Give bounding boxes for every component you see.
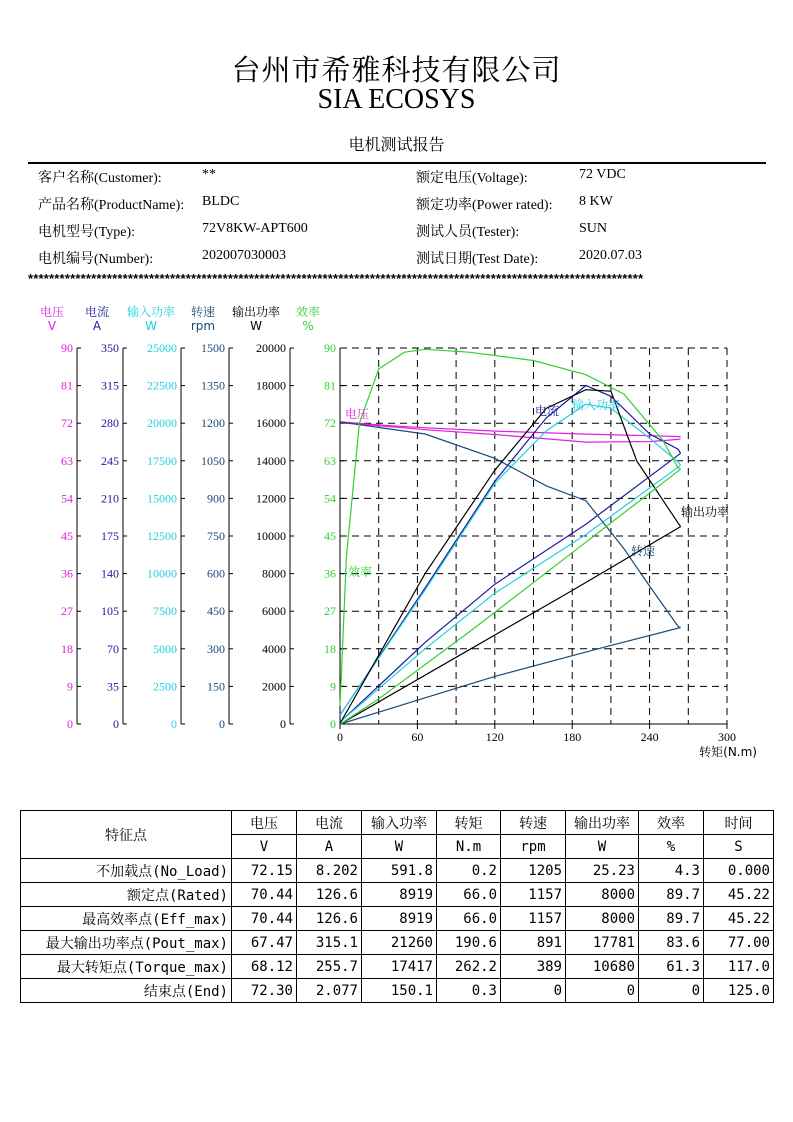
y-tick-label: 0 — [330, 717, 336, 731]
y-tick-label: 1500 — [201, 341, 225, 355]
y-tick-label: 25000 — [147, 341, 177, 355]
table-cell: 0 — [566, 979, 639, 1003]
y-tick-label: 9 — [67, 679, 73, 694]
curve-label: 输出功率 — [681, 505, 730, 519]
series-line — [340, 469, 680, 724]
separator-line: ********************************************************************************************************************* — [28, 271, 644, 286]
y-tick-label: 90 — [61, 341, 73, 355]
y-tick-label: 900 — [207, 491, 225, 506]
table-header-cell: 输入功率 — [362, 811, 437, 835]
y-tick-label: 9 — [330, 679, 336, 694]
y-tick-label: 4000 — [262, 641, 286, 656]
y-tick-label: 18 — [61, 641, 73, 656]
table-cell: 45.22 — [704, 883, 774, 907]
y-tick-label: 750 — [207, 529, 225, 543]
date-label: 测试日期(Test Date): — [416, 252, 539, 267]
date-value: 2020.07.03 — [579, 248, 642, 263]
table-unit-cell: V — [232, 835, 297, 859]
voltage-value: 72 VDC — [579, 167, 626, 182]
table-cell: 66.0 — [437, 883, 501, 907]
axis-title: 输入功率 — [126, 305, 176, 319]
table-cell: 17417 — [362, 955, 437, 979]
table-cell: 126.6 — [297, 883, 362, 907]
table-unit-cell: rpm — [501, 835, 566, 859]
y-tick-label: 150 — [207, 679, 225, 694]
table-cell: 891 — [501, 931, 566, 955]
y-tick-label: 600 — [207, 566, 225, 581]
table-header-cell: 转矩 — [437, 811, 501, 835]
motor-performance-chart — [0, 290, 793, 770]
table-cell: 45.22 — [704, 907, 774, 931]
table-row — [21, 979, 774, 1003]
tester-value: SUN — [579, 221, 608, 236]
table-cell: 591.8 — [362, 859, 437, 883]
curve-label: 输入功率 — [572, 398, 621, 412]
table-row — [21, 955, 774, 979]
y-tick-label: 22500 — [147, 378, 177, 393]
y-tick-label: 70 — [107, 641, 119, 656]
x-tick-label: 300 — [718, 730, 736, 744]
table-cell: 0.3 — [437, 979, 501, 1003]
table-row — [21, 859, 774, 883]
axis-title: 效率 — [295, 305, 321, 319]
table-cell: 2.077 — [297, 979, 362, 1003]
product-value: BLDC — [202, 194, 240, 209]
axis-unit: rpm — [190, 319, 216, 333]
table-cell: 25.23 — [566, 859, 639, 883]
y-tick-label: 0 — [280, 717, 286, 731]
y-tick-label: 90 — [324, 341, 336, 355]
table-cell: 8919 — [362, 883, 437, 907]
table-header-cell: 时间 — [704, 811, 774, 835]
y-tick-label: 45 — [324, 529, 336, 543]
axis-unit: % — [302, 319, 314, 333]
y-tick-label: 105 — [101, 604, 119, 619]
table-cell: 1157 — [501, 907, 566, 931]
axis-unit: W — [250, 319, 262, 333]
table-row — [21, 907, 774, 931]
y-tick-label: 2500 — [153, 679, 177, 694]
y-tick-label: 7500 — [153, 604, 177, 619]
series-line — [340, 628, 680, 725]
y-tick-label: 54 — [324, 491, 336, 506]
table-cell: 21260 — [362, 931, 437, 955]
table-cell: 8000 — [566, 907, 639, 931]
y-tick-label: 63 — [61, 453, 73, 468]
table-cell: 61.3 — [639, 955, 704, 979]
tester-label: 测试人员(Tester): — [416, 225, 520, 240]
table-header-row — [21, 811, 774, 835]
y-tick-label: 18000 — [256, 378, 286, 393]
table-unit-cell: W — [362, 835, 437, 859]
table-row-label: 最高效率点(Eff_max) — [21, 907, 232, 931]
table-header-cell: 效率 — [639, 811, 704, 835]
series-line — [340, 349, 681, 706]
y-tick-label: 5000 — [153, 641, 177, 656]
table-cell: 8000 — [566, 883, 639, 907]
y-tick-label: 1200 — [201, 416, 225, 431]
table-header-cell: 特征点 — [21, 811, 232, 859]
table-header-cell: 电压 — [232, 811, 297, 835]
y-tick-label: 1350 — [201, 378, 225, 393]
table-cell: 4.3 — [639, 859, 704, 883]
header-divider — [28, 162, 766, 164]
company-name-en: SIA ECOSYS — [317, 84, 476, 115]
x-tick-label: 120 — [485, 730, 504, 744]
table-row-label: 结束点(End) — [21, 979, 232, 1003]
table-row-label: 最大转矩点(Torque_max) — [21, 955, 232, 979]
table-cell: 190.6 — [437, 931, 501, 955]
table-unit-cell: S — [704, 835, 774, 859]
table-row-label: 额定点(Rated) — [21, 883, 232, 907]
type-value: 72V8KW-APT600 — [202, 221, 308, 236]
table-cell: 72.30 — [232, 979, 297, 1003]
series-line — [340, 453, 680, 722]
table-cell: 89.7 — [639, 883, 704, 907]
axis-title: 电流 — [84, 305, 110, 319]
y-tick-label: 45 — [61, 529, 73, 543]
y-tick-label: 18 — [324, 641, 336, 656]
axis-title: 转速 — [190, 305, 216, 319]
y-tick-label: 0 — [113, 717, 119, 731]
y-tick-label: 63 — [324, 453, 336, 468]
y-tick-label: 210 — [101, 491, 119, 506]
table-cell: 8.202 — [297, 859, 362, 883]
axis-unit: V — [47, 319, 57, 333]
table-cell: 126.6 — [297, 907, 362, 931]
report-title: 电机测试报告 — [348, 135, 445, 154]
table-header-cell: 电流 — [297, 811, 362, 835]
table-cell: 17781 — [566, 931, 639, 955]
table-row-label: 最大输出功率点(Pout_max) — [21, 931, 232, 955]
curve-label: 效率 — [348, 565, 373, 579]
y-tick-label: 300 — [207, 641, 225, 656]
table-cell: 150.1 — [362, 979, 437, 1003]
x-tick-label: 180 — [563, 730, 582, 744]
table-cell: 66.0 — [437, 907, 501, 931]
y-tick-label: 245 — [101, 453, 119, 468]
table-cell: 125.0 — [704, 979, 774, 1003]
characteristic-points-table — [20, 810, 774, 1003]
y-tick-label: 36 — [61, 566, 73, 581]
y-tick-label: 10000 — [147, 566, 177, 581]
table-cell: 389 — [501, 955, 566, 979]
y-tick-label: 16000 — [256, 416, 286, 431]
customer-value: ** — [202, 167, 216, 182]
power-value: 8 KW — [579, 194, 613, 209]
table-cell: 255.7 — [297, 955, 362, 979]
y-tick-label: 20000 — [147, 416, 177, 431]
table-row — [21, 931, 774, 955]
y-tick-label: 0 — [219, 717, 225, 731]
y-tick-label: 35 — [107, 679, 119, 694]
table-row — [21, 883, 774, 907]
y-tick-label: 81 — [61, 378, 73, 393]
y-tick-label: 8000 — [262, 566, 286, 581]
y-tick-label: 27 — [324, 604, 336, 619]
y-tick-label: 280 — [101, 416, 119, 431]
y-tick-label: 0 — [67, 717, 73, 731]
y-tick-label: 72 — [324, 416, 336, 431]
table-cell: 77.00 — [704, 931, 774, 955]
axis-title: 电压 — [39, 305, 65, 319]
table-cell: 0 — [639, 979, 704, 1003]
y-tick-label: 17500 — [147, 453, 177, 468]
y-tick-label: 36 — [324, 566, 336, 581]
table-unit-cell: % — [639, 835, 704, 859]
x-tick-label: 60 — [411, 730, 424, 744]
power-label: 额定功率(Power rated): — [416, 198, 553, 213]
y-tick-label: 20000 — [256, 341, 286, 355]
table-header-cell: 转速 — [501, 811, 566, 835]
y-tick-label: 12500 — [147, 529, 177, 543]
y-tick-label: 15000 — [147, 491, 177, 506]
table-cell: 8919 — [362, 907, 437, 931]
y-tick-label: 10000 — [256, 529, 286, 543]
table-row-label: 不加载点(No_Load) — [21, 859, 232, 883]
y-tick-label: 315 — [101, 378, 119, 393]
table-cell: 83.6 — [639, 931, 704, 955]
table-cell: 0.000 — [704, 859, 774, 883]
table-cell: 10680 — [566, 955, 639, 979]
table-cell: 0 — [501, 979, 566, 1003]
number-value: 202007030003 — [202, 248, 286, 263]
table-cell: 315.1 — [297, 931, 362, 955]
table-cell: 0.2 — [437, 859, 501, 883]
y-tick-label: 1050 — [201, 453, 225, 468]
table-cell: 70.44 — [232, 907, 297, 931]
table-cell: 68.12 — [232, 955, 297, 979]
table-cell: 117.0 — [704, 955, 774, 979]
table-cell: 89.7 — [639, 907, 704, 931]
y-tick-label: 140 — [101, 566, 119, 581]
axis-unit: A — [92, 319, 102, 333]
series-line — [340, 422, 681, 628]
table-cell: 1157 — [501, 883, 566, 907]
series-line — [340, 527, 680, 724]
table-unit-cell: N.m — [437, 835, 501, 859]
table-cell: 70.44 — [232, 883, 297, 907]
company-name-cn: 台州市希雅科技有限公司 — [231, 53, 562, 87]
table-unit-cell: A — [297, 835, 362, 859]
x-tick-label: 240 — [640, 730, 659, 744]
y-tick-label: 81 — [324, 378, 336, 393]
x-tick-label: 0 — [337, 730, 343, 744]
y-tick-label: 12000 — [256, 491, 286, 506]
table-cell: 67.47 — [232, 931, 297, 955]
y-tick-label: 2000 — [262, 679, 286, 694]
y-tick-label: 6000 — [262, 604, 286, 619]
curve-label: 电流 — [535, 404, 560, 418]
y-tick-label: 14000 — [256, 453, 286, 468]
type-label: 电机型号(Type): — [38, 225, 136, 240]
curve-label: 转速 — [631, 544, 656, 558]
number-label: 电机编号(Number): — [38, 252, 154, 267]
y-tick-label: 0 — [171, 717, 177, 731]
y-tick-label: 175 — [101, 529, 119, 543]
y-tick-label: 350 — [101, 341, 119, 355]
y-tick-label: 72 — [61, 416, 73, 431]
x-axis-label: 转矩(N.m) — [699, 745, 757, 759]
axis-unit: W — [145, 319, 157, 333]
customer-label: 客户名称(Customer): — [38, 171, 162, 186]
table-cell: 262.2 — [437, 955, 501, 979]
table-cell: 72.15 — [232, 859, 297, 883]
series-line — [340, 465, 680, 721]
curve-label: 电压 — [345, 407, 370, 421]
voltage-label: 额定电压(Voltage): — [416, 171, 528, 186]
y-tick-label: 54 — [61, 491, 73, 506]
table-cell: 1205 — [501, 859, 566, 883]
table-unit-cell: W — [566, 835, 639, 859]
y-tick-label: 27 — [61, 604, 73, 619]
table-header-cell: 输出功率 — [566, 811, 639, 835]
axis-title: 输出功率 — [231, 305, 281, 319]
y-tick-label: 450 — [207, 604, 225, 619]
product-label: 产品名称(ProductName): — [38, 198, 185, 213]
